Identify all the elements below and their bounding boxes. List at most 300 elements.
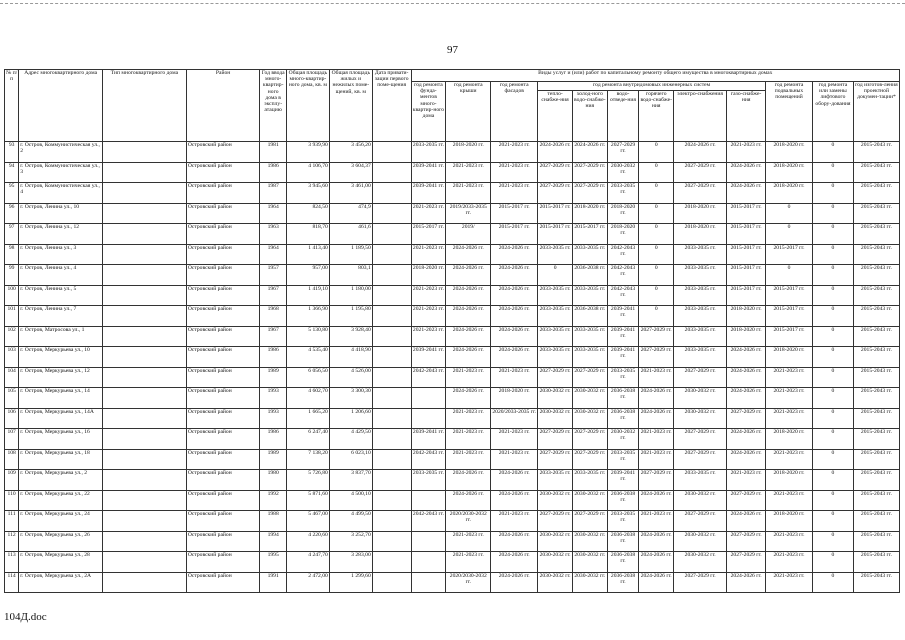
year-cell: 1994 — [260, 531, 287, 552]
lift-cell: 0 — [813, 183, 854, 204]
hot-water-cell: 2021-2023 гг. — [639, 429, 674, 450]
facade-cell: 2020/2033-2035 гг. — [491, 408, 538, 429]
lift-cell: 0 — [813, 142, 854, 163]
res-area-cell: 461,6 — [329, 224, 372, 245]
address-cell: г. Остров, Коммунистическая ул., 2 — [19, 142, 103, 163]
type-cell — [103, 203, 187, 224]
total-area-cell: 4 535,40 — [286, 347, 329, 368]
lift-cell: 0 — [813, 367, 854, 388]
foundation-cell — [411, 552, 446, 573]
facade-cell: 2024-2026 гг. — [491, 531, 538, 552]
roof-cell: 2024-2026 гг. — [446, 470, 491, 491]
total-area-cell: 5 467,00 — [286, 511, 329, 532]
hot-water-cell: 2021-2023 гг. — [639, 449, 674, 470]
heat-cell: 2030-2032 гг. — [538, 490, 573, 511]
hot-water-cell: 2024-2026 гг. — [639, 490, 674, 511]
res-area-cell: 3 928,40 — [329, 326, 372, 347]
address-cell: г. Остров, Ленина ул., 12 — [19, 224, 103, 245]
res-area-cell: 1 206,60 — [329, 408, 372, 429]
res-area-cell: 1 195,80 — [329, 306, 372, 327]
header-year: Год ввода много-квартир-ного дома в эксплу-атацию — [260, 70, 287, 142]
district-cell: Островский район — [186, 429, 260, 450]
roof-cell: 2021-2023 гг. — [446, 531, 491, 552]
electric-cell: 2030-2032 гг. — [674, 531, 727, 552]
electric-cell: 2027-2029 гг. — [674, 367, 727, 388]
facade-cell: 2015-2017 гг. — [491, 203, 538, 224]
res-area-cell: 4 429,50 — [329, 429, 372, 450]
address-cell: г. Остров, Меркурьева ул., 14А — [19, 408, 103, 429]
cold-water-cell: 2036-2038 гг. — [572, 265, 607, 286]
district-cell: Островский район — [186, 449, 260, 470]
project-cell: 2015-2043 гг. — [853, 490, 899, 511]
res-area-cell: 3 283,00 — [329, 552, 372, 573]
foundation-cell: 2039-2041 гг. — [411, 347, 446, 368]
header-roof: год ремонта крыши — [446, 82, 491, 142]
heat-cell: 0 — [538, 265, 573, 286]
year-cell: 1980 — [260, 470, 287, 491]
project-cell: 2015-2043 гг. — [853, 470, 899, 491]
basement-cell: 2018-2020 гг. — [766, 429, 813, 450]
table-row — [5, 326, 900, 347]
hot-water-cell: 0 — [639, 285, 674, 306]
privatization-cell — [372, 531, 411, 552]
hot-water-cell: 2024-2026 гг. — [639, 572, 674, 593]
header-privatization: Дата привати-зации первого поме-щения — [372, 70, 411, 142]
basement-cell: 2018-2020 гг. — [766, 470, 813, 491]
address-cell: г. Остров, Ленина ул., 4 — [19, 265, 103, 286]
row-number: 94 — [5, 162, 19, 183]
table-row — [5, 285, 900, 306]
lift-cell: 0 — [813, 470, 854, 491]
drainage-cell: 2039-2041 гг. — [607, 470, 639, 491]
type-cell — [103, 449, 187, 470]
privatization-cell — [372, 388, 411, 409]
foundation-cell: 2039-2041 гг. — [411, 162, 446, 183]
header-drainage: водо-отведе-ния — [607, 91, 639, 142]
res-area-cell: 1 180,00 — [329, 285, 372, 306]
foundation-cell: 2039-2041 гг. — [411, 183, 446, 204]
row-number: 106 — [5, 408, 19, 429]
row-number: 96 — [5, 203, 19, 224]
row-number: 105 — [5, 388, 19, 409]
foundation-cell: 2033-2035 гг. — [411, 470, 446, 491]
drainage-cell: 2039-2041 гг. — [607, 326, 639, 347]
header-heat: тепло-снабже-ния — [538, 91, 573, 142]
privatization-cell — [372, 285, 411, 306]
total-area-cell: 4 602,70 — [286, 388, 329, 409]
district-cell: Островский район — [186, 572, 260, 593]
total-area-cell: 3 939,90 — [286, 142, 329, 163]
basement-cell: 2021-2023 гг. — [766, 367, 813, 388]
heat-cell: 2027-2029 гг. — [538, 429, 573, 450]
privatization-cell — [372, 429, 411, 450]
privatization-cell — [372, 367, 411, 388]
electric-cell: 2033-2035 гг. — [674, 306, 727, 327]
basement-cell: 2021-2023 гг. — [766, 552, 813, 573]
address-cell: г. Остров, Меркурьева ул., 16 — [19, 429, 103, 450]
roof-cell: 2018-2020 гг. — [446, 142, 491, 163]
privatization-cell — [372, 326, 411, 347]
roof-cell: 2019/ — [446, 224, 491, 245]
hot-water-cell: 2024-2026 гг. — [639, 531, 674, 552]
res-area-cell: 6 023,10 — [329, 449, 372, 470]
res-area-cell: 1 189,50 — [329, 244, 372, 265]
row-number: 101 — [5, 306, 19, 327]
facade-cell: 2021-2023 гг. — [491, 162, 538, 183]
district-cell: Островский район — [186, 183, 260, 204]
gas-cell: 2027-2029 гг. — [727, 531, 766, 552]
privatization-cell — [372, 490, 411, 511]
address-cell: г. Остров, Меркурьева ул., 28 — [19, 552, 103, 573]
row-number: 113 — [5, 552, 19, 573]
address-cell: г. Остров, Меркурьева ул., 26 — [19, 531, 103, 552]
type-cell — [103, 429, 187, 450]
heat-cell: 2027-2029 гг. — [538, 162, 573, 183]
cold-water-cell: 2027-2029 гг. — [572, 162, 607, 183]
facade-cell: 2024-2026 гг. — [491, 326, 538, 347]
row-number: 98 — [5, 244, 19, 265]
heat-cell: 2027-2029 гг. — [538, 183, 573, 204]
electric-cell: 2027-2029 гг. — [674, 449, 727, 470]
hot-water-cell: 0 — [639, 224, 674, 245]
type-cell — [103, 572, 187, 593]
address-cell: г. Остров, Меркурьева ул., 24 — [19, 511, 103, 532]
roof-cell: 2021-2023 гг. — [446, 552, 491, 573]
res-area-cell: 1 299,60 — [329, 572, 372, 593]
header-basement: год ремонта подвальных помещений — [766, 82, 813, 142]
basement-cell: 2021-2023 гг. — [766, 572, 813, 593]
project-cell: 2015-2043 гг. — [853, 511, 899, 532]
lift-cell: 0 — [813, 490, 854, 511]
district-cell: Островский район — [186, 347, 260, 368]
roof-cell: 2020/2030-2032 гг. — [446, 511, 491, 532]
lift-cell: 0 — [813, 326, 854, 347]
facade-cell: 2021-2023 гг. — [491, 367, 538, 388]
total-area-cell: 5 726,80 — [286, 470, 329, 491]
basement-cell: 2015-2017 гг. — [766, 306, 813, 327]
year-cell: 1963 — [260, 224, 287, 245]
header-services: Виды услуг и (или) работ по капитальному ремонту общего имущества в многоквартирных домах — [411, 70, 899, 82]
row-number: 97 — [5, 224, 19, 245]
year-cell: 1989 — [260, 449, 287, 470]
address-cell: г. Остров, Матросова ул., 1 — [19, 326, 103, 347]
table-row — [5, 388, 900, 409]
privatization-cell — [372, 203, 411, 224]
res-area-cell: 4 526,00 — [329, 367, 372, 388]
hot-water-cell: 2024-2026 гг. — [639, 408, 674, 429]
drainage-cell: 2027-2029 гг. — [607, 142, 639, 163]
heat-cell: 2030-2032 гг. — [538, 552, 573, 573]
privatization-cell — [372, 511, 411, 532]
total-area-cell: 1 419,10 — [286, 285, 329, 306]
address-cell: г. Остров, Ленина ул., 10 — [19, 203, 103, 224]
project-cell: 2015-2043 гг. — [853, 306, 899, 327]
hot-water-cell: 0 — [639, 162, 674, 183]
privatization-cell — [372, 470, 411, 491]
lift-cell: 0 — [813, 265, 854, 286]
foundation-cell: 2021-2023 гг. — [411, 244, 446, 265]
foundation-cell — [411, 572, 446, 593]
table-row — [5, 203, 900, 224]
foundation-cell: 2018-2020 гг. — [411, 265, 446, 286]
header-project: год изготов-ления проектной докумен-тации* — [853, 82, 899, 142]
cold-water-cell: 2030-2032 гг. — [572, 572, 607, 593]
hot-water-cell: 0 — [639, 244, 674, 265]
res-area-cell: 3 604,37 — [329, 162, 372, 183]
basement-cell: 2018-2020 гг. — [766, 142, 813, 163]
lift-cell: 0 — [813, 511, 854, 532]
cold-water-cell: 2033-2035 гг. — [572, 285, 607, 306]
roof-cell: 2024-2026 гг. — [446, 326, 491, 347]
lift-cell: 0 — [813, 572, 854, 593]
hot-water-cell: 2027-2029 гг. — [639, 470, 674, 491]
type-cell — [103, 470, 187, 491]
facade-cell: 2024-2026 гг. — [491, 470, 538, 491]
year-cell: 1967 — [260, 285, 287, 306]
district-cell: Островский район — [186, 162, 260, 183]
foundation-cell: 2039-2041 гг. — [411, 429, 446, 450]
electric-cell: 2030-2032 гг. — [674, 388, 727, 409]
basement-cell: 2021-2023 гг. — [766, 531, 813, 552]
page-top-border — [0, 3, 905, 4]
district-cell: Островский район — [186, 285, 260, 306]
header-num: № п/п — [5, 70, 19, 142]
table-row — [5, 572, 900, 593]
table-row — [5, 429, 900, 450]
drainage-cell: 2018-2020 гг. — [607, 203, 639, 224]
cold-water-cell: 2030-2032 гг. — [572, 408, 607, 429]
project-cell: 2015-2043 гг. — [853, 408, 899, 429]
type-cell — [103, 265, 187, 286]
drainage-cell: 2036-2038 гг. — [607, 552, 639, 573]
type-cell — [103, 306, 187, 327]
basement-cell: 2015-2017 гг. — [766, 244, 813, 265]
cold-water-cell: 2030-2032 гг. — [572, 388, 607, 409]
basement-cell: 2015-2017 гг. — [766, 326, 813, 347]
row-number: 111 — [5, 511, 19, 532]
table-row — [5, 306, 900, 327]
electric-cell: 2018-2020 гг. — [674, 203, 727, 224]
address-cell: г. Остров, Ленина ул., 3 — [19, 244, 103, 265]
electric-cell: 2033-2035 гг. — [674, 285, 727, 306]
total-area-cell: 2 472,00 — [286, 572, 329, 593]
cold-water-cell: 2033-2035 гг. — [572, 326, 607, 347]
roof-cell: 2024-2026 гг. — [446, 490, 491, 511]
privatization-cell — [372, 449, 411, 470]
basement-cell: 0 — [766, 265, 813, 286]
hot-water-cell: 2024-2026 гг. — [639, 388, 674, 409]
electric-cell: 2033-2035 гг. — [674, 326, 727, 347]
drainage-cell: 2033-2035 гг. — [607, 183, 639, 204]
hot-water-cell: 2021-2023 гг. — [639, 367, 674, 388]
electric-cell: 2033-2035 гг. — [674, 244, 727, 265]
address-cell: г. Остров, Коммунистическая ул., 4 — [19, 183, 103, 204]
basement-cell: 2015-2017 гг. — [766, 285, 813, 306]
district-cell: Островский район — [186, 203, 260, 224]
type-cell — [103, 244, 187, 265]
header-foundation: год ремонта фунда-ментов много-квартир-ного дома — [411, 82, 446, 142]
year-cell: 1993 — [260, 408, 287, 429]
address-cell: г. Остров, Ленина ул., 7 — [19, 306, 103, 327]
foundation-cell: 2021-2023 гг. — [411, 203, 446, 224]
gas-cell: 2015-2017 гг. — [727, 265, 766, 286]
table-row — [5, 490, 900, 511]
hot-water-cell: 2024-2026 гг. — [639, 552, 674, 573]
cold-water-cell: 2027-2029 гг. — [572, 511, 607, 532]
capital-repair-table — [4, 69, 900, 593]
roof-cell: 2024-2026 гг. — [446, 285, 491, 306]
roof-cell: 2021-2023 гг. — [446, 162, 491, 183]
foundation-cell — [411, 490, 446, 511]
heat-cell: 2033-2035 гг. — [538, 470, 573, 491]
district-cell: Островский район — [186, 367, 260, 388]
facade-cell: 2024-2026 гг. — [491, 306, 538, 327]
total-area-cell: 4 106,70 — [286, 162, 329, 183]
heat-cell: 2027-2029 гг. — [538, 449, 573, 470]
basement-cell: 2021-2023 гг. — [766, 449, 813, 470]
electric-cell: 2024-2026 гг. — [674, 142, 727, 163]
row-number: 108 — [5, 449, 19, 470]
basement-cell: 2018-2020 гг. — [766, 511, 813, 532]
roof-cell: 2021-2023 гг. — [446, 449, 491, 470]
electric-cell: 2033-2035 гг. — [674, 265, 727, 286]
header-address: Адрес многоквартирного дома — [19, 70, 103, 142]
district-cell: Островский район — [186, 388, 260, 409]
header-district: Район — [186, 70, 260, 142]
lift-cell: 0 — [813, 449, 854, 470]
cold-water-cell: 2015-2017 гг. — [572, 224, 607, 245]
type-cell — [103, 285, 187, 306]
roof-cell: 2024-2026 гг. — [446, 388, 491, 409]
cold-water-cell: 2033-2035 гг. — [572, 470, 607, 491]
gas-cell: 2015-2017 гг. — [727, 203, 766, 224]
drainage-cell: 2036-2038 гг. — [607, 388, 639, 409]
roof-cell: 2021-2023 гг. — [446, 183, 491, 204]
gas-cell: 2024-2026 гг. — [727, 572, 766, 593]
address-cell: г. Остров, Меркурьева ул., 2А — [19, 572, 103, 593]
row-number: 110 — [5, 490, 19, 511]
gas-cell: 2024-2026 гг. — [727, 347, 766, 368]
project-cell: 2015-2043 гг. — [853, 203, 899, 224]
foundation-cell: 2021-2023 гг. — [411, 306, 446, 327]
hot-water-cell: 2027-2029 гг. — [639, 326, 674, 347]
row-number: 107 — [5, 429, 19, 450]
drainage-cell: 2030-2032 гг. — [607, 162, 639, 183]
facade-cell: 2021-2023 гг. — [491, 511, 538, 532]
privatization-cell — [372, 244, 411, 265]
header-internal-systems: год ремонта внутридомовых инженерных систем — [538, 82, 766, 91]
privatization-cell — [372, 347, 411, 368]
address-cell: г. Остров, Меркурьева ул., 22 — [19, 490, 103, 511]
year-cell: 1981 — [260, 142, 287, 163]
table-row — [5, 162, 900, 183]
total-area-cell: 4 220,60 — [286, 531, 329, 552]
facade-cell: 2024-2026 гг. — [491, 490, 538, 511]
privatization-cell — [372, 306, 411, 327]
gas-cell: 2021-2023 гг. — [727, 142, 766, 163]
row-number: 112 — [5, 531, 19, 552]
gas-cell: 2024-2026 гг. — [727, 511, 766, 532]
facade-cell: 2024-2026 гг. — [491, 347, 538, 368]
drainage-cell: 2036-2038 гг. — [607, 572, 639, 593]
year-cell: 1957 — [260, 265, 287, 286]
privatization-cell — [372, 224, 411, 245]
foundation-cell: 2042-2043 гг. — [411, 367, 446, 388]
project-cell: 2015-2043 гг. — [853, 388, 899, 409]
drainage-cell: 2018-2020 гг. — [607, 224, 639, 245]
year-cell: 1987 — [260, 183, 287, 204]
facade-cell: 2024-2026 гг. — [491, 552, 538, 573]
heat-cell: 2024-2026 гг. — [538, 142, 573, 163]
year-cell: 1993 — [260, 388, 287, 409]
foundation-cell: 2021-2023 гг. — [411, 326, 446, 347]
total-area-cell: 6 056,50 — [286, 367, 329, 388]
table-row — [5, 183, 900, 204]
heat-cell: 2015-2017 гг. — [538, 203, 573, 224]
year-cell: 1964 — [260, 244, 287, 265]
project-cell: 2015-2043 гг. — [853, 449, 899, 470]
electric-cell: 2027-2029 гг. — [674, 429, 727, 450]
heat-cell: 2030-2032 гг. — [538, 572, 573, 593]
hot-water-cell: 2021-2023 гг. — [639, 511, 674, 532]
electric-cell: 2033-2035 гг. — [674, 347, 727, 368]
lift-cell: 0 — [813, 408, 854, 429]
project-cell: 2015-2043 гг. — [853, 531, 899, 552]
project-cell: 2015-2043 гг. — [853, 572, 899, 593]
heat-cell: 2033-2035 гг. — [538, 244, 573, 265]
lift-cell: 0 — [813, 552, 854, 573]
res-area-cell: 3 837,70 — [329, 470, 372, 491]
res-area-cell: 3 461,00 — [329, 183, 372, 204]
gas-cell: 2015-2017 гг. — [727, 224, 766, 245]
basement-cell: 0 — [766, 203, 813, 224]
year-cell: 1992 — [260, 490, 287, 511]
total-area-cell: 4 247,70 — [286, 552, 329, 573]
drainage-cell: 2042-2043 гг. — [607, 244, 639, 265]
basement-cell: 0 — [766, 224, 813, 245]
privatization-cell — [372, 572, 411, 593]
cold-water-cell: 2027-2029 гг. — [572, 429, 607, 450]
facade-cell: 2024-2026 гг. — [491, 244, 538, 265]
privatization-cell — [372, 408, 411, 429]
roof-cell: 2024-2026 гг. — [446, 347, 491, 368]
lift-cell: 0 — [813, 244, 854, 265]
type-cell — [103, 511, 187, 532]
total-area-cell: 5 871,60 — [286, 490, 329, 511]
address-cell: г. Остров, Меркурьева ул., 14 — [19, 388, 103, 409]
drainage-cell: 2030-2032 гг. — [607, 429, 639, 450]
heat-cell: 2015-2017 гг. — [538, 224, 573, 245]
district-cell: Островский район — [186, 224, 260, 245]
cold-water-cell: 2030-2032 гг. — [572, 531, 607, 552]
heat-cell: 2030-2032 гг. — [538, 531, 573, 552]
table-row — [5, 367, 900, 388]
project-cell: 2015-2043 гг. — [853, 367, 899, 388]
cold-water-cell: 2024-2026 гг. — [572, 142, 607, 163]
year-cell: 1995 — [260, 552, 287, 573]
total-area-cell: 824,50 — [286, 203, 329, 224]
gas-cell: 2024-2026 гг. — [727, 449, 766, 470]
project-cell: 2015-2043 гг. — [853, 552, 899, 573]
res-area-cell: 3 300,30 — [329, 388, 372, 409]
row-number: 99 — [5, 265, 19, 286]
district-cell: Островский район — [186, 326, 260, 347]
gas-cell: 2027-2029 гг. — [727, 552, 766, 573]
table-row — [5, 408, 900, 429]
roof-cell: 2024-2026 гг. — [446, 265, 491, 286]
type-cell — [103, 162, 187, 183]
cold-water-cell: 2036-2038 гг. — [572, 306, 607, 327]
